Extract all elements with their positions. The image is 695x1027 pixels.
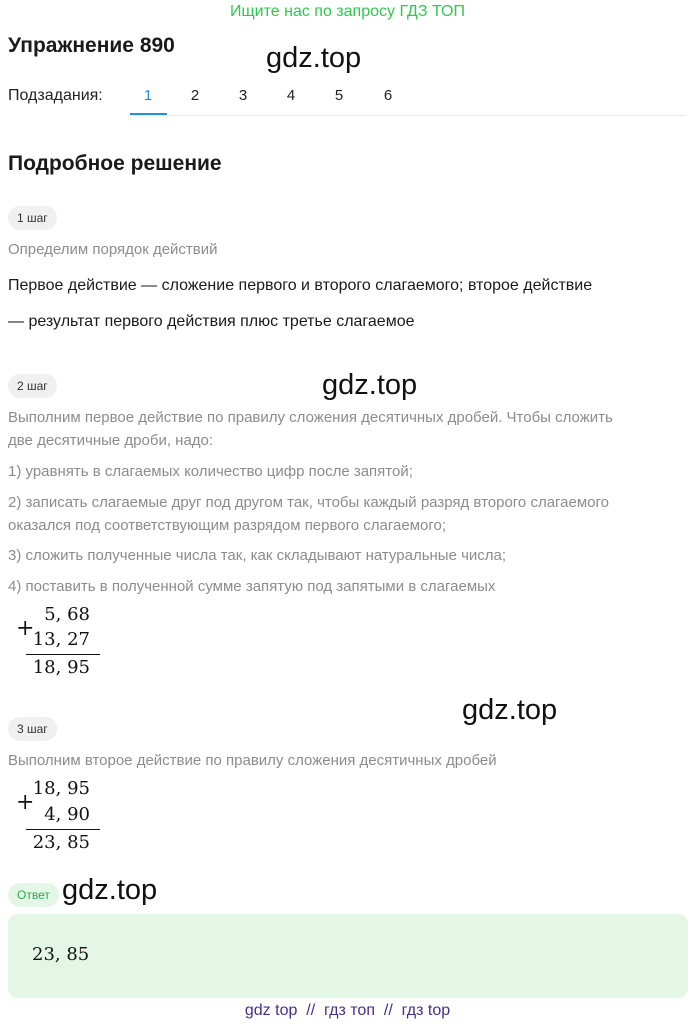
addend-1: 18, 95: [32, 778, 90, 799]
solution-title: Подробное решение: [8, 152, 222, 175]
addend-2: 4, 90: [44, 804, 90, 825]
watermark: gdz.top: [62, 874, 158, 906]
step-1-badge: 1 шаг: [8, 206, 57, 230]
footer-links[interactable]: gdz top // гдз топ // гдз top: [244, 1002, 451, 1019]
tab-subtask-2[interactable]: 2: [190, 87, 200, 104]
step-2-rule-1: 1) уравнять в слагаемых количество цифр после запятой;: [8, 463, 413, 480]
step-2-rule-3: 3) сложить полученные числа так, как складывают натуральные числа;: [8, 547, 507, 564]
subtasks-label: Подзадания:: [8, 87, 103, 104]
sum-result: 23, 85: [32, 832, 90, 853]
answer-badge: Ответ: [8, 883, 59, 907]
exercise-title: Упражнение 890: [8, 34, 175, 57]
step-3-hint: Выполним второе действие по правилу сложения десятичных дробей: [8, 752, 497, 769]
sum-line: [26, 654, 100, 655]
watermark: gdz.top: [322, 369, 418, 401]
tab-subtask-3[interactable]: 3: [238, 87, 248, 104]
tab-subtask-6[interactable]: 6: [383, 87, 393, 104]
step-2-hint-line-2: две десятичные дроби, надо:: [8, 432, 214, 449]
watermark: gdz.top: [462, 694, 558, 726]
answer-box: [8, 914, 688, 998]
answer-value: 23, 85: [32, 944, 90, 965]
step-1-text-line-2: — результат первого действия плюс третье слагаемое: [8, 313, 415, 330]
watermark: gdz.top: [266, 42, 362, 74]
addend-2: 13, 27: [32, 629, 90, 650]
tab-subtask-4[interactable]: 4: [286, 87, 296, 104]
plus-sign: +: [16, 616, 35, 641]
tab-subtask-5[interactable]: 5: [334, 87, 344, 104]
step-2-rule-4: 4) поставить в полученной сумме запятую под запятыми в слагаемых: [8, 578, 496, 595]
step-2-rule-2-line-2: оказался под соответствующим разрядом первого слагаемого;: [8, 517, 447, 534]
step-2-badge: 2 шаг: [8, 374, 57, 398]
sum-line: [26, 829, 100, 830]
promo-banner[interactable]: Ищите нас по запросу ГДЗ ТОП: [230, 3, 465, 20]
plus-sign: +: [16, 790, 35, 815]
step-2-rule-2-line-1: 2) записать слагаемые друг под другом так, чтобы каждый разряд второго слагаемого: [8, 494, 610, 511]
tabs-divider: [130, 115, 686, 116]
step-3-column-addition: [16, 776, 106, 856]
step-2-column-addition: [16, 602, 106, 682]
tab-subtask-1[interactable]: 1: [143, 87, 153, 104]
step-2-hint-line-1: Выполним первое действие по правилу сложения десятичных дробей. Чтобы сложить: [8, 409, 613, 426]
step-3-badge: 3 шаг: [8, 717, 57, 741]
step-1-text-line-1: Первое действие — сложение первого и второго слагаемого; второе действие: [8, 277, 593, 294]
addend-1: 5, 68: [44, 604, 90, 625]
step-1-hint: Определим порядок действий: [8, 241, 218, 258]
sum-result: 18, 95: [32, 657, 90, 678]
